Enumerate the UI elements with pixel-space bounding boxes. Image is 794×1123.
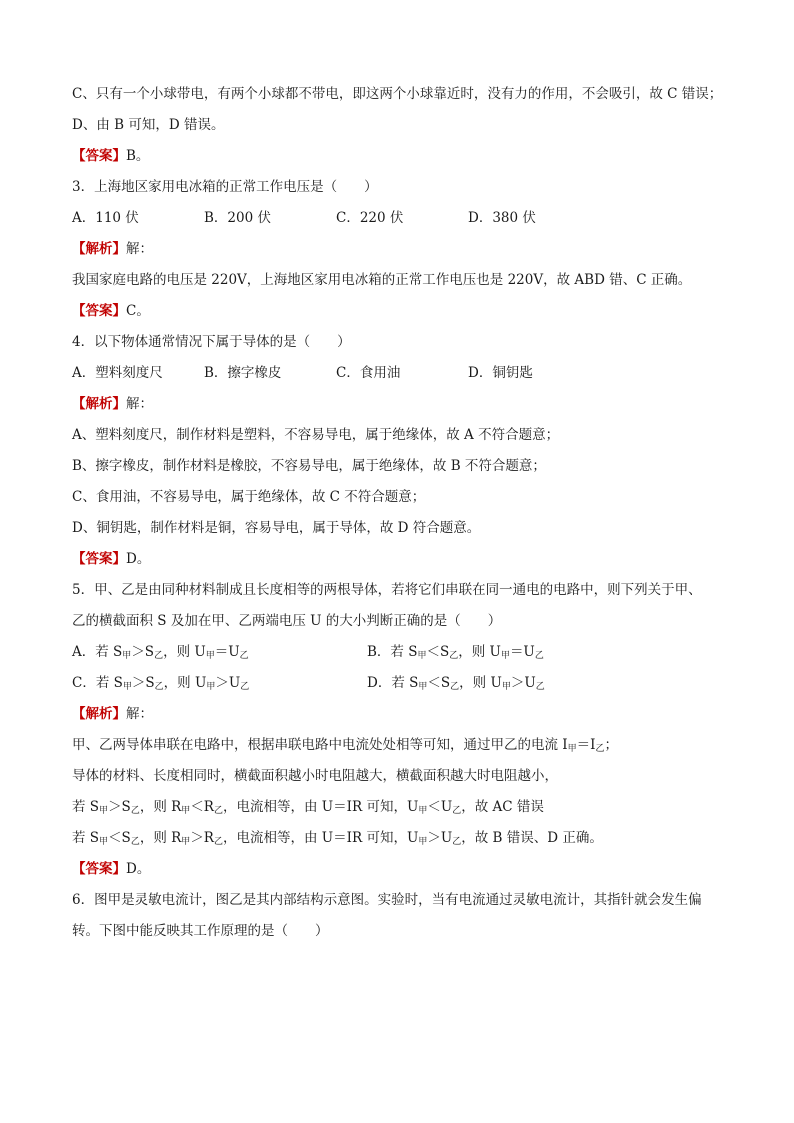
option-c: C．食用油 — [336, 365, 401, 381]
option-b: B．若 $S_甲<S_乙$，则 $U_甲=U_乙$ — [367, 644, 544, 661]
analysis-tag: 【解析】 — [72, 396, 126, 412]
document-page — [72, 79, 752, 947]
analysis-line: B、擦字橡皮，制作材料是橡胶，不容易导电，属于绝缘体，故 B 不符合题意； — [72, 458, 546, 474]
analysis-line: 若 $S_甲>S_乙$，则 $R_甲<R_乙$，电流相等，由 U＝IR 可知，$U_甲<U_乙$，故 AC 错误 — [72, 799, 544, 816]
option-d: D．铜钥匙 — [468, 365, 533, 381]
question-stem: 转。下图中能反映其工作原理的是（ ） — [72, 923, 329, 939]
analysis-tag: 【解析】 — [72, 706, 126, 722]
analysis-line: 我国家庭电路的电压是 220V，上海地区家用电冰箱的正常工作电压也是 220V，故 ABD 错、C 正确。 — [72, 272, 692, 288]
analysis-head: 解： — [126, 706, 153, 722]
analysis-line: A、塑料刻度尺，制作材料是塑料，不容易导电，属于绝缘体，故 A 不符合题意； — [72, 427, 560, 443]
option-a: A．若 $S_甲>S_乙$，则 $U_甲=U_乙$ — [72, 644, 249, 661]
analysis-heading — [72, 389, 752, 420]
answer-line — [72, 141, 752, 172]
question-stem: 5．甲、乙是由同种材料制成且长度相等的两根导体，若将它们串联在同一通电的电路中，则下列关于甲、 — [72, 582, 702, 598]
answer-tag: 【答案】 — [72, 148, 126, 164]
analysis-tag: 【解析】 — [72, 241, 126, 257]
analysis-line: 甲、乙两导体串联在电路中，根据串联电路中电流处处相等可知，通过甲乙的电流 $I_甲=I_乙$； — [72, 737, 618, 754]
option-d: D．若 $S_甲<S_乙$，则 $U_甲>U_乙$ — [367, 675, 545, 692]
option-row — [72, 637, 752, 668]
answer-line — [72, 296, 752, 327]
answer-tag: 【答案】 — [72, 303, 126, 319]
answer-value: B。 — [126, 148, 150, 164]
answer-tag: 【答案】 — [72, 861, 126, 877]
answer-line — [72, 544, 752, 575]
option-b: B．200 伏 — [204, 210, 271, 226]
analysis-line: D、由 B 可知，D 错误。 — [72, 117, 225, 133]
analysis-line: 若 $S_甲<S_乙$，则 $R_甲>R_乙$，电流相等，由 U＝IR 可知，$U_甲>U_乙$，故 B 错误、D 正确。 — [72, 830, 603, 847]
question-stem: 6．图甲是灵敏电流计，图乙是其内部结构示意图。实验时，当有电流通过灵敏电流计，其指针就会发生偏 — [72, 892, 702, 908]
answer-value: D。 — [126, 551, 151, 567]
question-stem: 乙的横截面积 S 及加在甲、乙两端电压 U 的大小判断正确的是（ ） — [72, 613, 502, 629]
question-stem: 3．上海地区家用电冰箱的正常工作电压是（ ） — [72, 179, 378, 195]
analysis-heading — [72, 699, 752, 730]
option-c: C．220 伏 — [336, 210, 404, 226]
analysis-head: 解： — [126, 396, 153, 412]
analysis-head: 解： — [126, 241, 153, 257]
analysis-line: 导体的材料、长度相同时，横截面积越小时电阻越大，横截面积越大时电阻越小， — [72, 768, 558, 784]
option-row — [72, 668, 752, 699]
analysis-heading — [72, 234, 752, 265]
analysis-line: D、铜钥匙，制作材料是铜，容易导电，属于导体，故 D 符合题意。 — [72, 520, 481, 536]
answer-line — [72, 854, 752, 885]
answer-tag: 【答案】 — [72, 551, 126, 567]
option-d: D．380 伏 — [468, 210, 536, 226]
answer-value: D。 — [126, 861, 151, 877]
answer-value: C。 — [126, 303, 150, 319]
option-row — [72, 358, 752, 389]
option-row — [72, 203, 752, 234]
analysis-line: C、食用油，不容易导电，属于绝缘体，故 C 不符合题意； — [72, 489, 426, 505]
option-c: C．若 $S_甲>S_乙$，则 $U_甲>U_乙$ — [72, 675, 250, 692]
analysis-line: C、只有一个小球带电，有两个小球都不带电，即这两个小球靠近时，没有力的作用，不会吸引，故 C 错误； — [72, 86, 723, 102]
question-stem: 4．以下物体通常情况下属于导体的是（ ） — [72, 334, 351, 350]
option-a: A．塑料刻度尺 — [72, 365, 163, 381]
option-b: B．擦字橡皮 — [204, 365, 282, 381]
option-a: A．110 伏 — [72, 210, 139, 226]
